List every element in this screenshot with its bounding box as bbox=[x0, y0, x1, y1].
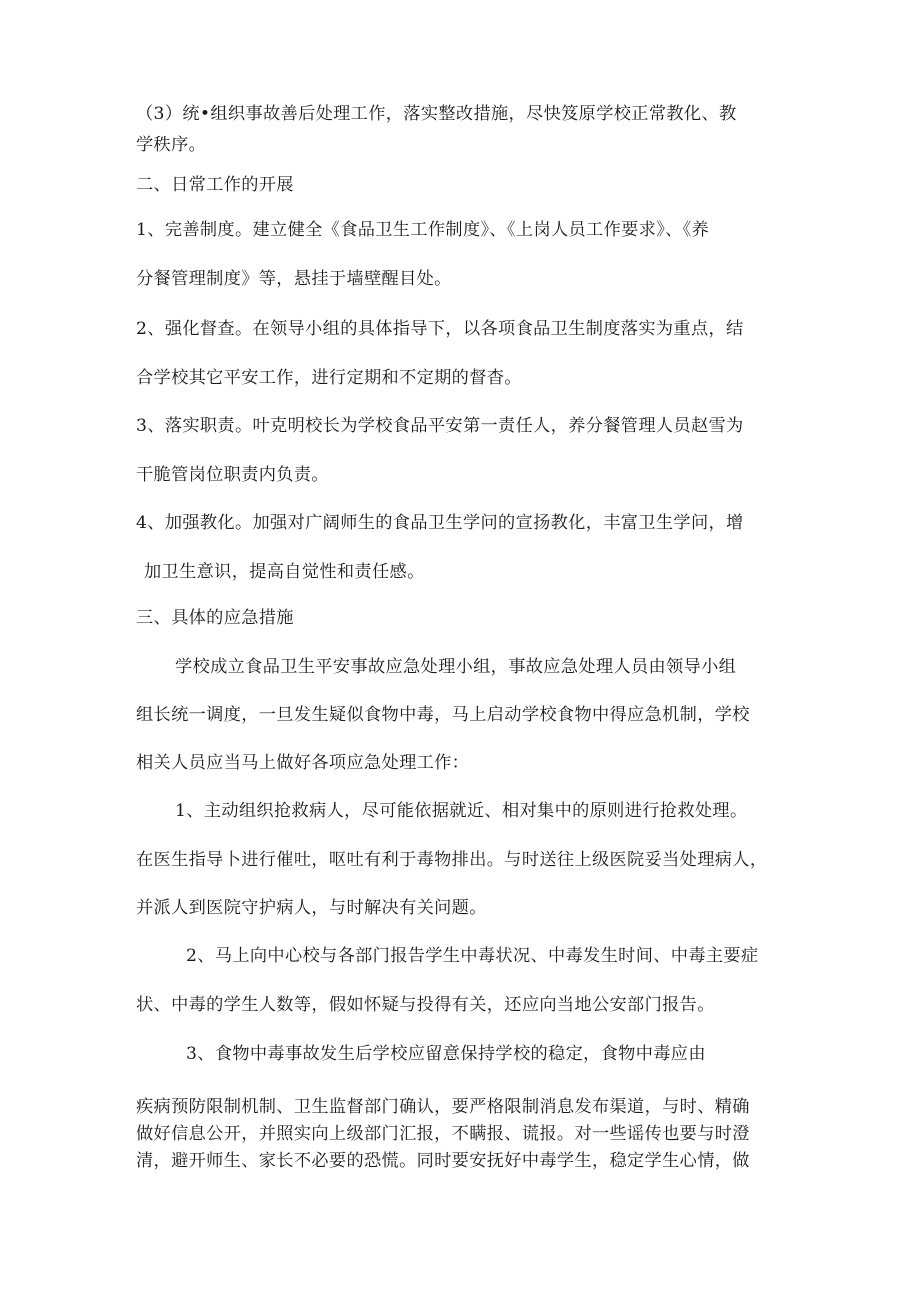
text-line: 学秩序。 bbox=[136, 135, 207, 155]
text-line: 4、加强教化。加强对广阔师生的食品卫生学问的宣扬教化，丰富卫生学问，增 bbox=[136, 513, 744, 533]
text-line: 分餐管理制度》等，悬挂于墙壁醒目处。 bbox=[136, 269, 452, 289]
text-line: 合学校其它平安工作，进行定期和不定期的督杳。 bbox=[136, 368, 522, 388]
text-line: 做好信息公开，并照实向上级部门汇报，不瞒报、谎报。对一些谣传也要与时澄 bbox=[136, 1124, 750, 1144]
text-line: 组长统一调度，一旦发生疑似食物中毒，马上启动学校食物中得应急机制，学校 bbox=[136, 705, 750, 725]
text-line: 3、落实职责。叶克明校长为学校食品平安第一责任人，养分餐管理人员赵雪为 bbox=[136, 416, 744, 436]
text-line: 并派人到医院守护病人，与时解决有关问题。 bbox=[136, 898, 487, 918]
text-line: 相关人员应当马上做好各项应急处理工作： bbox=[136, 753, 470, 773]
section-heading: 三、具体的应急措施 bbox=[136, 608, 294, 628]
text-line: 1、完善制度。建立健全《食品卫生工作制度》、《上岗人员工作要求》、《养 bbox=[136, 220, 710, 240]
text-line: （3）统•组织事故善后处理工作，落实整改措施，尽快笈原学校正常教化、教 bbox=[136, 104, 737, 124]
text-line: 加卫生意识，提高自觉性和责任感。 bbox=[144, 562, 425, 582]
text-line: 1、主动组织抢救病人，尽可能依据就近、相对集中的原则进行抢救处理。 bbox=[175, 801, 748, 821]
text-line: 清，避开师生、家长不必要的恐慌。同时要安抚好中毒学生，稳定学生心情，做 bbox=[136, 1151, 750, 1171]
section-heading: 二、日常工作的开展 bbox=[136, 175, 294, 195]
text-line: 状、中毒的学生人数等，假如怀疑与投得有关，还应向当地公安部门报告。 bbox=[136, 995, 715, 1015]
text-line: 2、马上向中心校与各部门报告学生中毒状况、中毒发生时间、中毒主要症 bbox=[186, 946, 759, 966]
text-line: 2、强化督查。在领导小组的具体指导下，以各项食品卫生制度落实为重点，结 bbox=[136, 319, 744, 339]
text-line: 学校成立食品卫生平安事故应急处理小组，事故应急处理人员由领导小组 bbox=[175, 657, 737, 677]
text-line: 干脆管岗位职责内负责。 bbox=[136, 465, 329, 485]
text-line: 疾病预防限制机制、卫生监督部门确认，要严格限制消息发布渠道，与时、精确 bbox=[136, 1097, 750, 1117]
text-line: 3、食物中毒事故发生后学校应留意保持学校的稳定，食物中毒应由 bbox=[186, 1044, 706, 1064]
text-line: 在医生指导卜进行催吐，呕吐有利于毒物排出。与时送往上级医院妥当处理病人， bbox=[136, 850, 768, 870]
